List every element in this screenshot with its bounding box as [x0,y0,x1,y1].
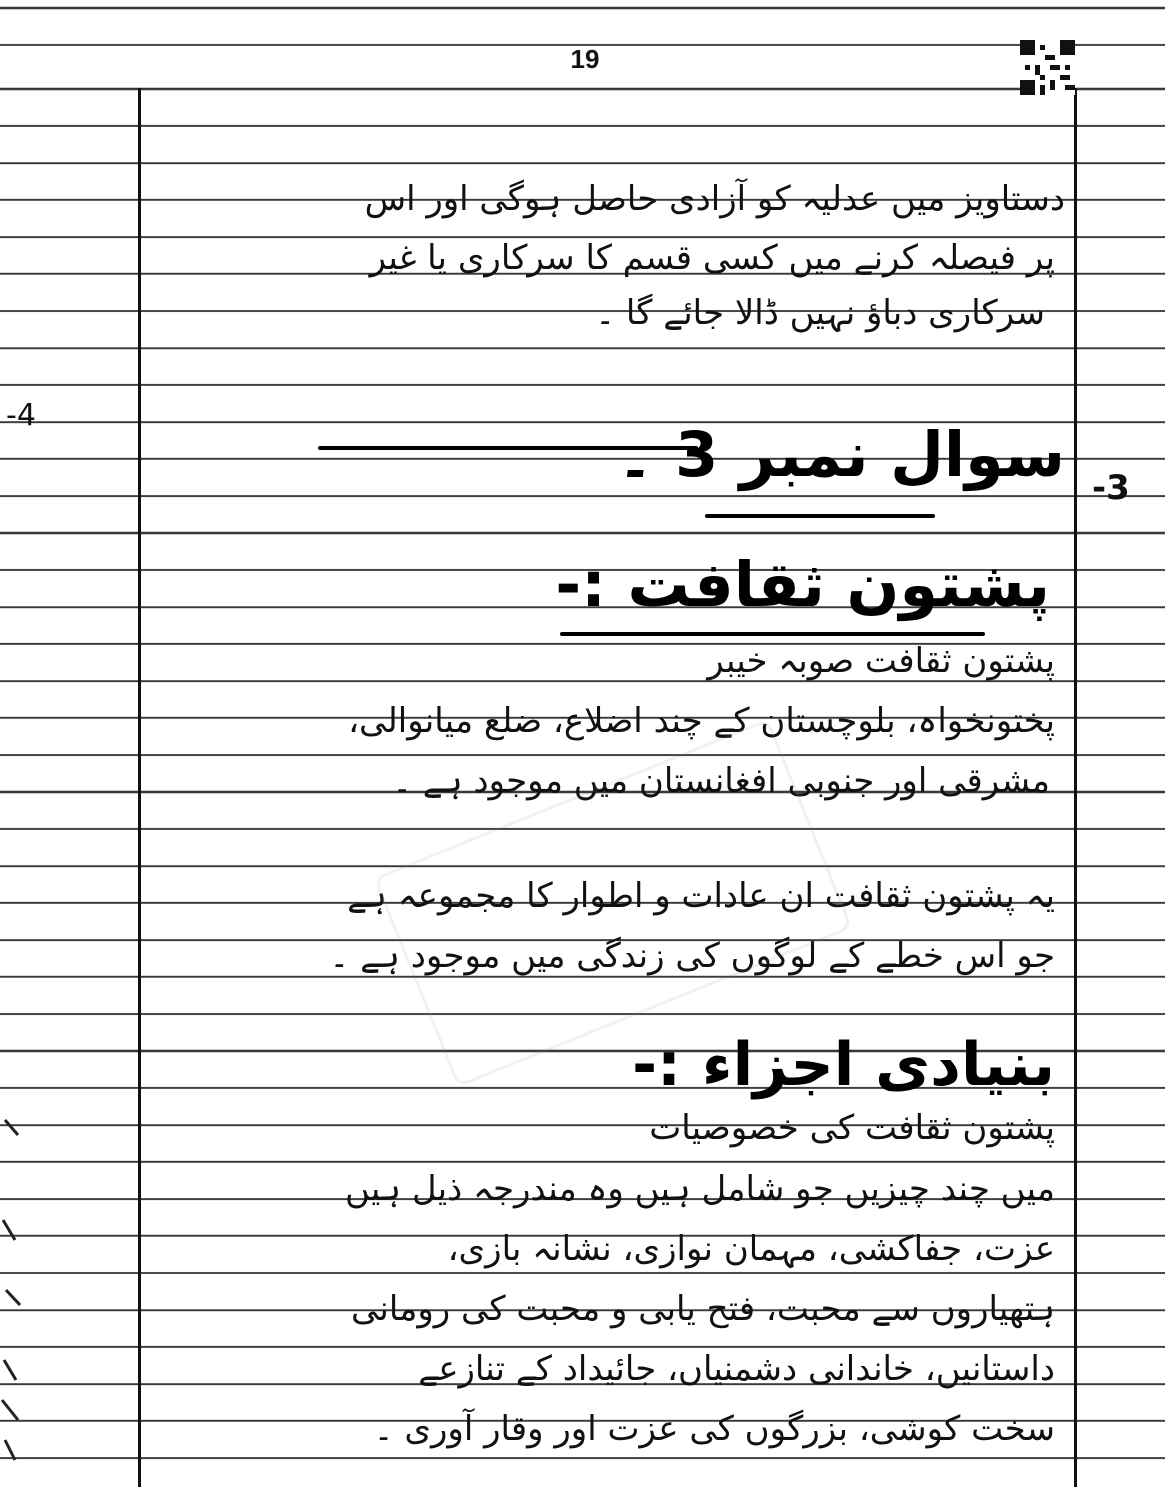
paragraph-2-line-2: پختونخواہ، بلوچستان کے چند اضلاع، ضلع میانوالی، [348,701,1055,741]
paragraph-4-line-3: عزت، جفاکشی، مہمان نوازی، نشانہ بازی، [447,1229,1055,1269]
qr-code-icon [1020,40,1075,95]
paragraph-3-line-1: یہ پشتون ثقافت ان عادات و اطوار کا مجموعہ ہے [347,876,1055,916]
right-margin-line [1074,88,1077,1487]
left-edge-scribble-icon [0,1100,25,1480]
left-margin-mark: -4 [6,398,36,433]
section-heading-1-underline [560,632,985,636]
paragraph-4-line-2: میں چند چیزیں جو شامل ہیں وہ مندرجہ ذیل ہیں [344,1169,1055,1209]
paragraph-4-line-1: پشتون ثقافت کی خصوصیات [649,1108,1055,1148]
right-margin-mark: -3 [1092,468,1130,508]
paragraph-3-line-2: جو اس خطے کے لوگوں کی زندگی میں موجود ہے ۔ [329,936,1055,976]
question-heading-underline [705,514,935,518]
paragraph-1-line-3: سرکاری دباؤ نہیں ڈالا جائے گا ۔ [595,293,1045,333]
paragraph-4-line-6: سخت کوشی، بزرگوں کی عزت اور وقار آوری ۔ [373,1409,1055,1449]
section-heading-pashtun-culture: پشتون ثقافت :- [555,548,1050,621]
page-number: 19 [570,44,600,74]
left-margin-line [138,88,141,1487]
paragraph-2-line-1: پشتون ثقافت صوبہ خیبر [707,641,1055,681]
paragraph-4-line-4: ہتھیاروں سے محبت، فتح یابی و محبت کی رومانی [351,1289,1055,1329]
paragraph-1-line-1: دستاویز میں عدلیہ کو آزادی حاصل ہوگی اور اس [364,179,1065,219]
paragraph-1-line-2: پر فیصلہ کرنے میں کسی قسم کا سرکاری یا غیر [369,238,1055,278]
question-heading: سوال نمبر 3 ۔ [617,418,1065,491]
paragraph-4-line-5: داستانیں، خاندانی دشمنیاں، جائیداد کے تنازعے [418,1349,1055,1389]
section-heading-basic-components: بنیادی اجزاء :- [632,1030,1055,1100]
paragraph-2-line-3: مشرقی اور جنوبی افغانستان میں موجود ہے ۔ [392,761,1050,801]
